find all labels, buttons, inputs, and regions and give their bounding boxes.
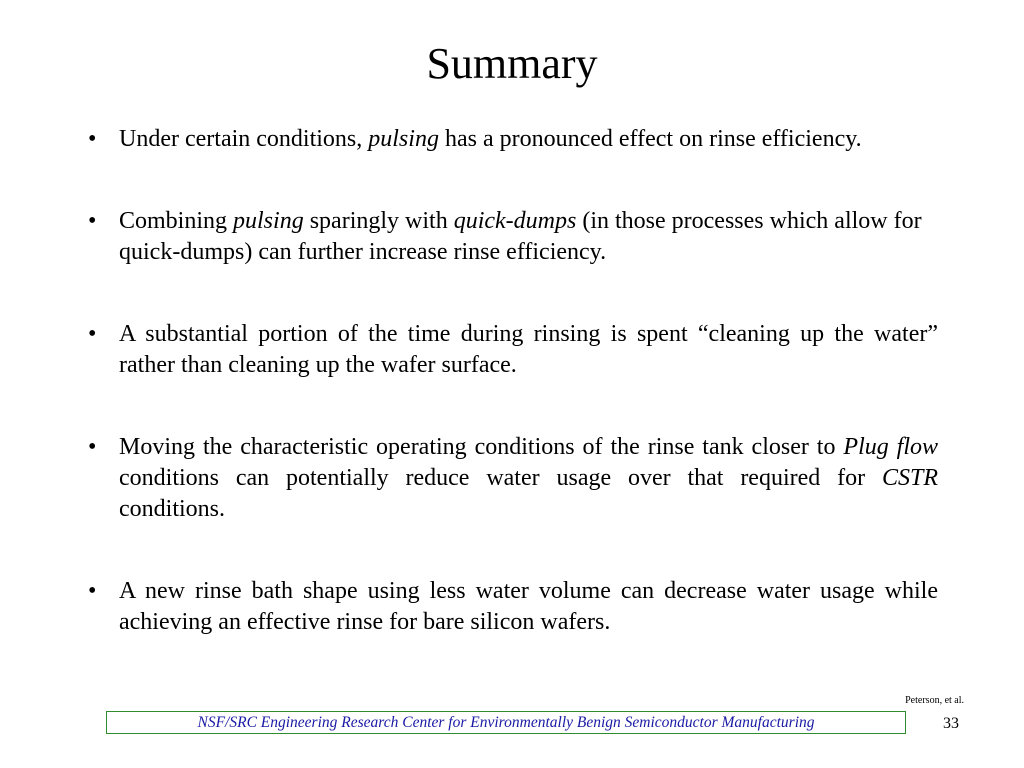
bullet-text-segment: Combining <box>119 208 234 234</box>
bullet-text-segment: conditions. <box>119 496 225 522</box>
attribution-text: Peterson, et al. <box>905 695 964 706</box>
bullet-marker: • <box>88 434 97 460</box>
page-number: 33 <box>943 715 959 732</box>
bullet-text-segment: A new rinse bath shape using less water volume can decrease water usage while achieving an effective rinse for bare silicon wafers. <box>119 578 938 635</box>
bullet-item <box>84 319 938 381</box>
bullet-marker: • <box>88 578 97 604</box>
bullet-item <box>84 124 938 155</box>
bullet-marker: • <box>88 126 97 152</box>
bullet-item <box>84 206 938 268</box>
bullet-list <box>84 124 938 689</box>
bullet-text-segment: Moving the characteristic operating conditions of the rinse tank closer to <box>119 434 844 460</box>
bullet-item <box>84 576 938 638</box>
footer-banner: NSF/SRC Engineering Research Center for Environmentally Benign Semiconductor Manufacturing <box>106 711 906 734</box>
bullet-text-segment: sparingly with <box>303 208 454 234</box>
bullet-text-emphasis: Plug flow <box>843 434 939 460</box>
bullet-text-emphasis: CSTR <box>881 465 938 491</box>
bullet-text-segment: has a pronounced effect on rinse efficiency. <box>438 126 862 152</box>
bullet-text-emphasis: quick-dumps <box>453 208 577 234</box>
bullet-text-segment: A substantial portion of the time during rinsing is spent “cleaning up the water” rather than cleaning up the wafer surface. <box>119 321 938 378</box>
bullet-item <box>84 432 938 525</box>
bullet-text-emphasis: pulsing <box>368 126 439 152</box>
bullet-text-emphasis: pulsing <box>233 208 304 234</box>
bullet-text-segment: Under certain conditions, <box>119 126 369 152</box>
bullet-text-segment: (in those processes which allow for quick-dumps) can further increase rinse efficiency. <box>119 208 922 265</box>
slide-title: Summary <box>426 39 598 88</box>
bullet-text-segment: conditions can potentially reduce water usage over that required for <box>119 465 882 491</box>
bullet-marker: • <box>88 208 97 234</box>
bullet-marker: • <box>88 321 97 347</box>
